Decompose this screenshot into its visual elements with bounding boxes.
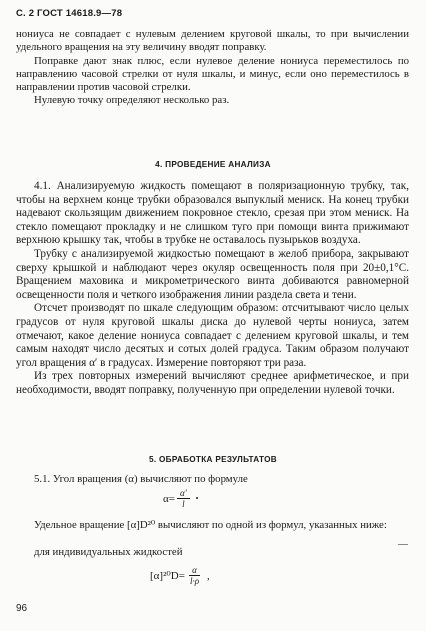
formula-angle (163, 488, 198, 509)
section-4-paragraph-3: Отсчет производят по шкале следующим образом: отсчитывают число целых градусов от нуля круговой шкалы диска до нулевой черты нониуса, затем отмечают, какое деление нониуса совпадает с делением круговой шкалы, и тем самым находят число десятых и сотых долей градуса. Таким образом получают угол вращения α′ в градусах. Измерение повторяют три раза. (16, 302, 409, 369)
formula-specific-rotation-end: , (207, 569, 210, 582)
section-5-paragraph-2: Удельное вращение [α]D²⁰ вычисляют по одной из формул, указанных ниже: (34, 519, 387, 531)
formula-specific-rotation-numerator: α (189, 565, 200, 576)
formula-specific-rotation-fraction (187, 565, 202, 586)
formula-angle-fraction (177, 488, 190, 509)
section-5-paragraph-2-wrap (16, 519, 409, 532)
section-5-paragraph-1-wrap (16, 473, 409, 486)
intro-paragraph-3: Нулевую точку определяют несколько раз. (34, 94, 230, 107)
formula-angle-denominator: l (182, 499, 185, 509)
page-header: С. 2 ГОСТ 14618.9—78 (16, 8, 123, 19)
page-number: 96 (16, 603, 28, 614)
formula-angle-numerator: α′ (177, 488, 190, 499)
intro-paragraph-2: Поправке дают знак плюс, если нулевое деление нониуса переместилось по направлению часовой стрелки от нуля шкалы, и минус, если оно переместилось в направлении против часовой стрелки. (16, 54, 409, 94)
section-4-body (16, 180, 409, 398)
intro-paragraph-1: нониуса не совпадает с нулевым делением круговой шкалы, то при вычислении удельного вращения на эту величину вводят поправку. (16, 28, 409, 54)
formula-angle-end: • (195, 494, 199, 503)
section-4-paragraph-2: Трубку с анализируемой жидкостью помещают в желоб прибора, закрывают сверху крышкой и наблюдают через окуляр освещенность поля при 20±0,1°С. Вращением маховика и микрометрического винта добиваются равномерной освещенности поля и четкого изображения линии раздела света и тени. (16, 247, 409, 301)
section-4-heading: 4. ПРОВЕДЕНИЕ АНАЛИЗА (155, 160, 271, 169)
formula-specific-rotation (150, 565, 210, 586)
formula-angle-lhs: α= (163, 492, 175, 505)
section-5-paragraph-3: для индивидуальных жидкостей (34, 546, 183, 558)
formula-specific-rotation-denominator: l·ρ (189, 576, 200, 586)
section-5-paragraph-1: 5.1. Угол вращения (α) вычисляют по формуле (34, 473, 248, 485)
trailing-dash: — (398, 539, 408, 550)
section-5-heading: 5. ОБРАБОТКА РЕЗУЛЬТАТОВ (148, 455, 278, 464)
section-4-paragraph-1: 4.1. Анализируемую жидкость помещают в поляризационную трубку, так, чтобы на верхнем конце трубки образовался выпуклый мениск. На конец трубки надевают скользящим движением покровное стекло, срезая при этом мениск. На стекло помещают прокладку и не слишком туго при помощи винта прижимают верхнюю крышку так, чтобы в трубке не оставалось пузырьков воздуха. (16, 180, 409, 247)
formula-specific-rotation-lhs: [α]²⁰D= (150, 570, 185, 582)
section-4-paragraph-4: Из трех повторных измерений вычисляют среднее арифметическое, и при необходимости, вводят поправку, полученную при определении нулевой точки. (16, 370, 409, 396)
intro-block (16, 28, 409, 108)
